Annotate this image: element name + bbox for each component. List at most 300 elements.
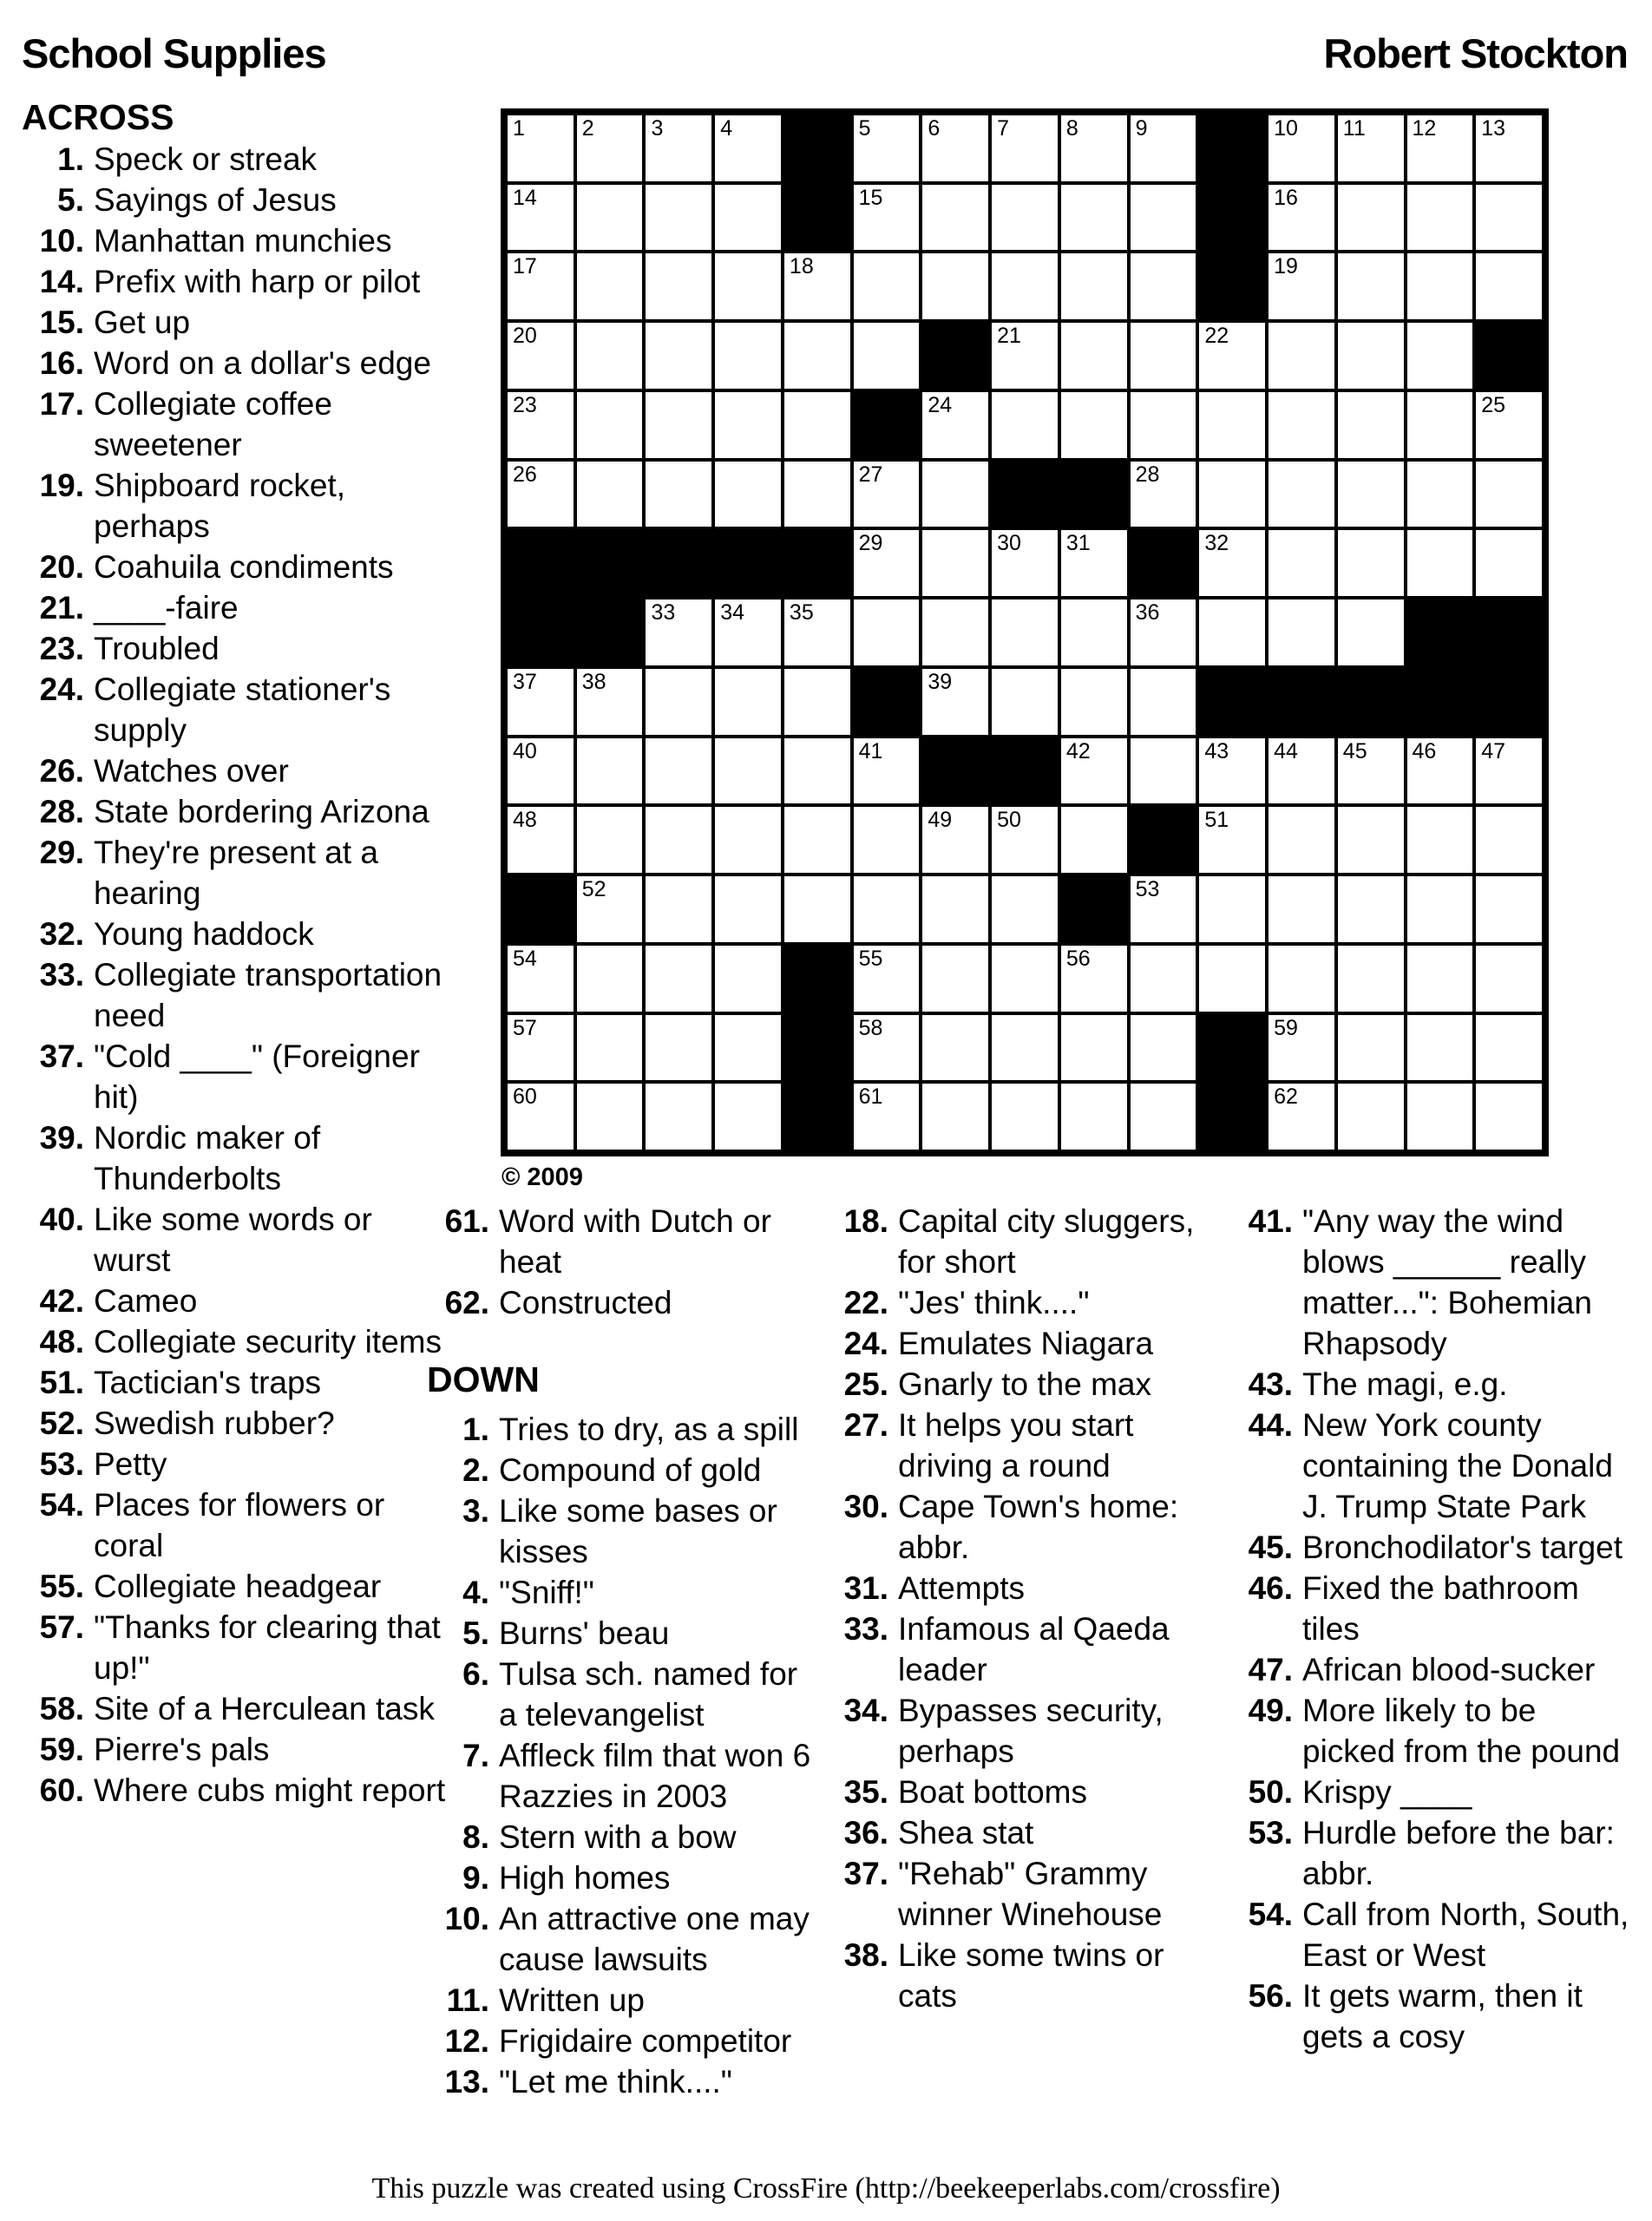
grid-cell[interactable]: [508, 1084, 574, 1150]
grid-cell[interactable]: [1338, 185, 1404, 251]
grid-cell[interactable]: [1268, 1084, 1334, 1150]
clue-number: 17.: [39, 386, 84, 422]
grid-cell[interactable]: [646, 462, 711, 527]
grid-cell[interactable]: [1338, 1015, 1404, 1081]
clue-number: 53.: [1248, 1815, 1293, 1851]
grid-cell[interactable]: [1061, 530, 1127, 596]
cell-number: 43: [1204, 738, 1229, 763]
cell-number: 8: [1065, 116, 1078, 141]
grid-cell[interactable]: [992, 876, 1058, 942]
clue-text: Written up: [499, 1982, 645, 2018]
grid-cell[interactable]: [715, 392, 781, 458]
across-header: ACROSS: [22, 97, 174, 137]
grid-cell-black: [508, 876, 574, 942]
clue-number: 13.: [444, 2064, 489, 2100]
grid-cell[interactable]: [508, 946, 574, 1012]
grid-cell[interactable]: [1268, 392, 1334, 458]
grid-cell[interactable]: [715, 185, 781, 251]
across-clue-20: [22, 547, 449, 587]
grid-cell[interactable]: [1268, 185, 1334, 251]
grid-cell[interactable]: [784, 807, 850, 873]
clue-text: Collegiate security items: [94, 1324, 442, 1359]
clue-number: 55.: [39, 1569, 84, 1604]
grid-cell[interactable]: [1199, 876, 1265, 942]
grid-cell[interactable]: [992, 946, 1058, 1012]
grid-cell[interactable]: [1131, 669, 1196, 735]
grid-cell[interactable]: [1199, 738, 1265, 804]
cell-number: 24: [928, 392, 953, 417]
grid-cell[interactable]: [1199, 599, 1265, 665]
grid-cell[interactable]: [992, 807, 1058, 873]
grid-cell[interactable]: [1338, 1084, 1404, 1150]
grid-cell[interactable]: [854, 1015, 920, 1081]
grid-cell-black: [1338, 669, 1404, 735]
grid-cell[interactable]: [715, 599, 781, 665]
across-clue-15: [22, 302, 449, 343]
grid-cell[interactable]: [577, 807, 643, 873]
clue-number: 18.: [843, 1203, 888, 1239]
grid-cell[interactable]: [1061, 323, 1127, 389]
grid-cell-black: [1131, 807, 1196, 873]
grid-cell[interactable]: [508, 115, 574, 181]
cell-number: 39: [928, 669, 953, 694]
grid-cell[interactable]: [508, 185, 574, 251]
grid-cell[interactable]: [1268, 738, 1334, 804]
grid-cell[interactable]: [1268, 946, 1334, 1012]
grid-cell[interactable]: [577, 253, 643, 319]
clue-text: Cameo: [94, 1283, 198, 1319]
grid-cell[interactable]: [922, 253, 988, 319]
clue-text: Like some twins or cats: [898, 1937, 1164, 2014]
across-clue-42: [22, 1281, 449, 1321]
grid-cell[interactable]: [1338, 738, 1404, 804]
grid-cell[interactable]: [715, 669, 781, 735]
clue-text: Bronchodilator's target: [1302, 1530, 1623, 1565]
clue-number: 58.: [39, 1691, 84, 1726]
grid-cell[interactable]: [1199, 323, 1265, 389]
grid-cell[interactable]: [715, 946, 781, 1012]
grid-cell[interactable]: [715, 115, 781, 181]
grid-cell[interactable]: [1131, 946, 1196, 1012]
grid-cell[interactable]: [1476, 1015, 1542, 1081]
clue-number: 7.: [462, 1738, 489, 1773]
grid-cell[interactable]: [508, 1015, 574, 1081]
grid-cell[interactable]: [1268, 1015, 1334, 1081]
grid-cell[interactable]: [646, 946, 711, 1012]
grid-cell[interactable]: [1061, 738, 1127, 804]
grid-cell[interactable]: [1407, 253, 1473, 319]
grid-cell[interactable]: [1268, 323, 1334, 389]
grid-cell-black: [1131, 530, 1196, 596]
grid-cell[interactable]: [854, 946, 920, 1012]
grid-cell[interactable]: [646, 1084, 711, 1150]
cell-number: 9: [1135, 116, 1148, 141]
grid-cell[interactable]: [784, 392, 850, 458]
grid-cell-black: [646, 530, 711, 596]
grid-cell[interactable]: [1199, 530, 1265, 596]
across-clue-58: [22, 1688, 449, 1729]
grid-cell[interactable]: [992, 669, 1058, 735]
grid-cell[interactable]: [922, 392, 988, 458]
grid-cell[interactable]: [646, 253, 711, 319]
grid-cell[interactable]: [1476, 392, 1542, 458]
grid-cell[interactable]: [1131, 462, 1196, 527]
grid-cell[interactable]: [1338, 392, 1404, 458]
grid-cell[interactable]: [1199, 392, 1265, 458]
grid-cell[interactable]: [1407, 530, 1473, 596]
grid-cell[interactable]: [992, 323, 1058, 389]
grid-cell[interactable]: [922, 807, 988, 873]
grid-cell[interactable]: [1407, 392, 1473, 458]
across-clue-14: [22, 261, 449, 302]
clue-text: Watches over: [94, 753, 289, 789]
grid-cell[interactable]: [577, 669, 643, 735]
grid-cell[interactable]: [1131, 115, 1196, 181]
puzzle-title: School Supplies: [22, 30, 326, 76]
cell-number: 52: [581, 877, 606, 902]
grid-cell[interactable]: [1407, 876, 1473, 942]
clue-number: 24.: [39, 672, 84, 707]
grid-cell[interactable]: [1199, 807, 1265, 873]
grid-cell[interactable]: [854, 253, 920, 319]
grid-cell[interactable]: [508, 323, 574, 389]
grid-cell[interactable]: [1407, 185, 1473, 251]
grid-cell[interactable]: [646, 1015, 711, 1081]
down-clue-13: [427, 2061, 819, 2102]
grid-cell[interactable]: [1407, 323, 1473, 389]
grid-cell-black: [992, 462, 1058, 527]
credit-footer: This puzzle was created using CrossFire (http://beekeeperlabs.com/crossfire): [371, 2172, 1281, 2205]
clue-number: 51.: [39, 1365, 84, 1400]
grid-cell[interactable]: [577, 323, 643, 389]
grid-cell[interactable]: [922, 462, 988, 527]
cell-number: 47: [1481, 738, 1506, 763]
cell-number: 54: [513, 946, 537, 971]
grid-cell[interactable]: [1061, 392, 1127, 458]
grid-cell[interactable]: [1131, 392, 1196, 458]
grid-cell-black: [854, 669, 920, 735]
grid-cell[interactable]: [1131, 253, 1196, 319]
grid-cell[interactable]: [1061, 1084, 1127, 1150]
cell-number: 1: [513, 116, 525, 141]
grid-cell[interactable]: [715, 1084, 781, 1150]
clue-text: The magi, e.g.: [1302, 1366, 1508, 1402]
grid-cell[interactable]: [854, 185, 920, 251]
clue-text: "Let me think....": [499, 2064, 732, 2100]
grid-cell[interactable]: [1061, 599, 1127, 665]
grid-cell[interactable]: [646, 599, 711, 665]
grid-cell[interactable]: [1131, 599, 1196, 665]
cell-number: 34: [720, 600, 744, 626]
grid-cell[interactable]: [1061, 115, 1127, 181]
grid-cell[interactable]: [1476, 807, 1542, 873]
copyright-notice: © 2009: [502, 1163, 583, 1191]
grid-cell[interactable]: [715, 807, 781, 873]
grid-cell[interactable]: [646, 392, 711, 458]
grid-cell[interactable]: [646, 876, 711, 942]
grid-cell[interactable]: [922, 946, 988, 1012]
clue-text: Pierre's pals: [94, 1732, 270, 1767]
grid-cell[interactable]: [784, 323, 850, 389]
across-clue-60: [22, 1770, 449, 1811]
clue-number: 37.: [39, 1038, 84, 1074]
grid-cell[interactable]: [646, 323, 711, 389]
clue-number: 19.: [39, 468, 84, 503]
grid-cell[interactable]: [784, 462, 850, 527]
grid-cell[interactable]: [1268, 599, 1334, 665]
grid-cell[interactable]: [1131, 323, 1196, 389]
grid-cell[interactable]: [992, 1084, 1058, 1150]
clue-text: High homes: [499, 1860, 671, 1896]
down-header: DOWN: [427, 1359, 540, 1399]
grid-cell[interactable]: [1338, 530, 1404, 596]
clue-number: 54.: [1248, 1897, 1293, 1932]
clue-number: 48.: [39, 1324, 84, 1359]
grid-cell[interactable]: [1061, 946, 1127, 1012]
across-clue-19: [22, 465, 449, 547]
grid-cell[interactable]: [1407, 946, 1473, 1012]
grid-cell[interactable]: [577, 185, 643, 251]
down-clue-3: [427, 1490, 819, 1572]
grid-cell[interactable]: [854, 323, 920, 389]
grid-cell[interactable]: [1061, 669, 1127, 735]
down-clue-8: [427, 1817, 819, 1857]
grid-cell-black: [784, 1015, 850, 1081]
grid-cell[interactable]: [784, 669, 850, 735]
grid-cell[interactable]: [646, 669, 711, 735]
grid-cell[interactable]: [854, 462, 920, 527]
clue-number: 20.: [39, 549, 84, 585]
grid-cell[interactable]: [854, 599, 920, 665]
across-clue-40: [22, 1199, 449, 1281]
grid-cell[interactable]: [992, 253, 1058, 319]
grid-cell[interactable]: [715, 462, 781, 527]
grid-cell[interactable]: [1476, 876, 1542, 942]
grid-cell[interactable]: [715, 876, 781, 942]
clue-number: 22.: [843, 1285, 888, 1320]
grid-cell[interactable]: [715, 738, 781, 804]
grid-cell[interactable]: [992, 599, 1058, 665]
grid-cell[interactable]: [1061, 807, 1127, 873]
clue-text: Get up: [94, 305, 191, 340]
grid-cell[interactable]: [854, 115, 920, 181]
grid-cell[interactable]: [1131, 738, 1196, 804]
grid-cell[interactable]: [922, 530, 988, 596]
grid-cell[interactable]: [1061, 1015, 1127, 1081]
grid-cell[interactable]: [508, 738, 574, 804]
clue-text: Manhattan munchies: [94, 223, 392, 259]
grid-cell[interactable]: [646, 738, 711, 804]
clue-number: 44.: [1248, 1407, 1293, 1443]
clue-text: Shipboard rocket, perhaps: [94, 468, 346, 544]
grid-cell[interactable]: [577, 946, 643, 1012]
clue-number: 59.: [39, 1732, 84, 1767]
cell-number: 16: [1274, 185, 1298, 210]
grid-cell[interactable]: [715, 1015, 781, 1081]
down-clue-37: [826, 1853, 1208, 1935]
grid-cell[interactable]: [1199, 946, 1265, 1012]
clue-text: Emulates Niagara: [898, 1326, 1154, 1361]
clue-text: Troubled: [94, 631, 220, 666]
clue-text: Call from North, South, East or West: [1302, 1897, 1629, 1973]
across-clue-16: [22, 343, 449, 383]
down-clue-1: [427, 1409, 819, 1450]
bottom-clue-column-1: [427, 1201, 819, 2102]
grid-cell[interactable]: [1338, 115, 1404, 181]
grid-cell[interactable]: [922, 1015, 988, 1081]
grid-cell[interactable]: [1268, 115, 1334, 181]
cell-number: 33: [651, 600, 676, 626]
grid-cell[interactable]: [922, 876, 988, 942]
grid-cell[interactable]: [854, 1084, 920, 1150]
grid-cell[interactable]: [1476, 253, 1542, 319]
grid-cell[interactable]: [1407, 1084, 1473, 1150]
cell-number: 46: [1412, 738, 1437, 763]
grid-cell[interactable]: [577, 462, 643, 527]
clue-text: Swedish rubber?: [94, 1405, 335, 1441]
clue-number: 53.: [39, 1446, 84, 1482]
grid-cell[interactable]: [1338, 876, 1404, 942]
across-clue-26: [22, 750, 449, 791]
grid-cell[interactable]: [992, 392, 1058, 458]
grid-cell[interactable]: [1338, 807, 1404, 873]
grid-cell[interactable]: [577, 392, 643, 458]
bottom-clue-column-2: [826, 1201, 1208, 2016]
across-clue-54: [22, 1484, 449, 1566]
grid-cell[interactable]: [1407, 738, 1473, 804]
grid-cell[interactable]: [992, 185, 1058, 251]
across-clue-52: [22, 1403, 449, 1444]
grid-cell[interactable]: [577, 738, 643, 804]
grid-cell[interactable]: [784, 876, 850, 942]
grid-cell[interactable]: [577, 1084, 643, 1150]
clue-number: 15.: [39, 305, 84, 340]
grid-cell[interactable]: [577, 876, 643, 942]
grid-cell[interactable]: [784, 738, 850, 804]
grid-cell[interactable]: [1268, 530, 1334, 596]
grid-cell[interactable]: [854, 807, 920, 873]
grid-cell[interactable]: [1338, 253, 1404, 319]
clue-number: 40.: [39, 1202, 84, 1237]
cell-number: 10: [1274, 116, 1298, 141]
grid-cell[interactable]: [922, 669, 988, 735]
clue-text: Word with Dutch or heat: [499, 1203, 771, 1280]
grid-cell[interactable]: [1268, 876, 1334, 942]
clue-number: 61.: [444, 1203, 489, 1239]
grid-cell[interactable]: [508, 253, 574, 319]
clue-number: 42.: [39, 1283, 84, 1319]
grid-cell[interactable]: [715, 253, 781, 319]
grid-cell[interactable]: [854, 530, 920, 596]
clue-text: State bordering Arizona: [94, 794, 429, 829]
grid-cell[interactable]: [1476, 115, 1542, 181]
grid-cell[interactable]: [1407, 462, 1473, 527]
grid-cell[interactable]: [1476, 946, 1542, 1012]
grid-cell[interactable]: [715, 323, 781, 389]
grid-cell[interactable]: [577, 1015, 643, 1081]
clue-text: Boat bottoms: [898, 1774, 1088, 1810]
down-clue-41: [1230, 1201, 1629, 1364]
cell-number: 51: [1204, 808, 1229, 833]
grid-cell[interactable]: [854, 738, 920, 804]
grid-cell[interactable]: [1476, 185, 1542, 251]
clue-text: It gets warm, then it gets a cosy: [1302, 1978, 1583, 2054]
grid-cell[interactable]: [1131, 1084, 1196, 1150]
grid-cell[interactable]: [508, 669, 574, 735]
grid-cell[interactable]: [1338, 462, 1404, 527]
grid-cell[interactable]: [646, 115, 711, 181]
grid-cell[interactable]: [1131, 185, 1196, 251]
cell-number: 22: [1204, 324, 1229, 349]
grid-cell[interactable]: [1476, 462, 1542, 527]
cell-number: 3: [651, 116, 664, 141]
grid-cell[interactable]: [646, 807, 711, 873]
grid-cell[interactable]: [1407, 807, 1473, 873]
grid-cell[interactable]: [784, 253, 850, 319]
grid-cell-black: [1407, 599, 1473, 665]
grid-cell[interactable]: [1268, 462, 1334, 527]
grid-cell[interactable]: [1131, 1015, 1196, 1081]
cell-number: 58: [858, 1015, 883, 1040]
grid-cell[interactable]: [1407, 1015, 1473, 1081]
grid-cell[interactable]: [922, 185, 988, 251]
clue-number: 27.: [843, 1407, 888, 1443]
grid-cell[interactable]: [1338, 599, 1404, 665]
down-clue-11: [427, 1980, 819, 2021]
grid-cell[interactable]: [922, 115, 988, 181]
grid-cell[interactable]: [1268, 253, 1334, 319]
down-clue-43: [1230, 1364, 1629, 1405]
grid-cell[interactable]: [508, 392, 574, 458]
down-clue-35: [826, 1772, 1208, 1812]
grid-cell[interactable]: [1061, 185, 1127, 251]
grid-cell[interactable]: [1199, 462, 1265, 527]
grid-cell[interactable]: [992, 115, 1058, 181]
clue-text: An attractive one may cause lawsuits: [499, 1901, 810, 1977]
grid-cell[interactable]: [1407, 115, 1473, 181]
grid-cell[interactable]: [1338, 323, 1404, 389]
cell-number: 29: [858, 531, 883, 556]
down-clue-44: [1230, 1405, 1629, 1527]
grid-cell[interactable]: [646, 185, 711, 251]
grid-cell[interactable]: [992, 1015, 1058, 1081]
grid-cell[interactable]: [1338, 946, 1404, 1012]
grid-cell[interactable]: [1476, 530, 1542, 596]
grid-cell[interactable]: [854, 876, 920, 942]
grid-cell[interactable]: [922, 1084, 988, 1150]
grid-cell[interactable]: [1061, 253, 1127, 319]
grid-cell[interactable]: [1476, 1084, 1542, 1150]
grid-cell[interactable]: [1476, 738, 1542, 804]
grid-cell[interactable]: [577, 115, 643, 181]
grid-cell[interactable]: [992, 530, 1058, 596]
down-clue-10: [427, 1898, 819, 1980]
clue-number: 43.: [1248, 1366, 1293, 1402]
down-clue-31: [826, 1568, 1208, 1608]
cell-number: 60: [513, 1084, 537, 1110]
grid-cell-black: [577, 599, 643, 665]
grid-cell[interactable]: [1131, 876, 1196, 942]
grid-cell[interactable]: [1268, 807, 1334, 873]
grid-cell[interactable]: [784, 599, 850, 665]
grid-cell[interactable]: [508, 807, 574, 873]
grid-cell[interactable]: [508, 462, 574, 527]
grid-cell-black: [922, 323, 988, 389]
grid-cell[interactable]: [922, 599, 988, 665]
clue-number: 34.: [843, 1693, 888, 1728]
across-clue-5: [22, 180, 449, 220]
cell-number: 55: [858, 946, 883, 971]
